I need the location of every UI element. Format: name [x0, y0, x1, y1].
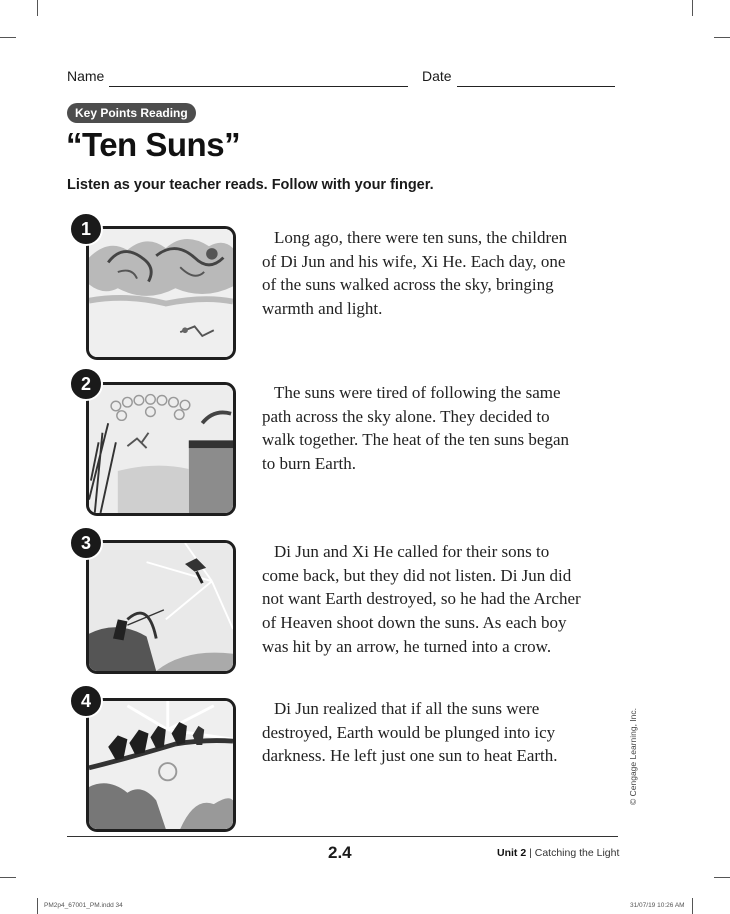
slug-date-info: 31/07/19 10:26 AM: [630, 902, 685, 909]
story-paragraph-1: Long ago, there were ten suns, the children of Di Jun and his wife, Xi He. Each day, one of the suns walked across the sky, bringing warmth and light.: [262, 228, 568, 319]
crop-mark: [692, 898, 693, 914]
panel-4-illustration: [86, 698, 236, 832]
panel-number-3: 3: [69, 526, 103, 560]
date-field-line[interactable]: [457, 86, 615, 87]
unit-title: Catching the Light: [534, 847, 620, 859]
crop-mark: [0, 877, 16, 878]
story-paragraph-2: The suns were tired of following the same path across the sky alone. They decided to walk together. The heat of the ten suns began to burn Earth.: [262, 383, 570, 474]
page-number: 2.4: [328, 843, 352, 862]
crop-mark: [714, 877, 730, 878]
unit-number: Unit 2: [497, 847, 527, 859]
crop-mark: [0, 37, 16, 38]
key-points-badge: Key Points Reading: [67, 103, 196, 123]
unit-label: [497, 847, 619, 859]
slug-file-info: PM2p4_67001_PM.indd 34: [44, 902, 123, 909]
instructions: Listen as your teacher reads. Follow with your finger.: [67, 177, 434, 193]
name-date-row: [67, 68, 615, 90]
panel-3-illustration: [86, 540, 236, 674]
date-label: Date: [422, 68, 452, 84]
panel-2-illustration: [86, 382, 236, 516]
name-field-line[interactable]: [109, 86, 408, 87]
crop-mark: [714, 37, 730, 38]
unit-separator: |: [526, 847, 535, 859]
panel-number-2: 2: [69, 367, 103, 401]
name-label: Name: [67, 68, 105, 84]
crop-mark: [692, 0, 693, 16]
panel-number-4: 4: [69, 684, 103, 718]
panel-1-illustration: [86, 226, 236, 360]
crop-mark: [37, 898, 38, 914]
story-paragraph-3: Di Jun and Xi He called for their sons to come back, but they did not listen. Di Jun did not want Earth destroyed, so he had the Archer of Heaven shoot down the suns. As each boy was hit by an arrow, he turned into a crow.: [262, 542, 581, 656]
page-title: “Ten Suns”: [66, 126, 241, 163]
footer-rule: [67, 836, 618, 837]
copyright-notice: © Cengage Learning, Inc.: [628, 708, 638, 805]
crop-mark: [37, 0, 38, 16]
panel-number-1: 1: [69, 212, 103, 246]
story-paragraph-4: Di Jun realized that if all the suns were destroyed, Earth would be plunged into icy darkness. He left just one sun to heat Earth.: [262, 699, 558, 766]
